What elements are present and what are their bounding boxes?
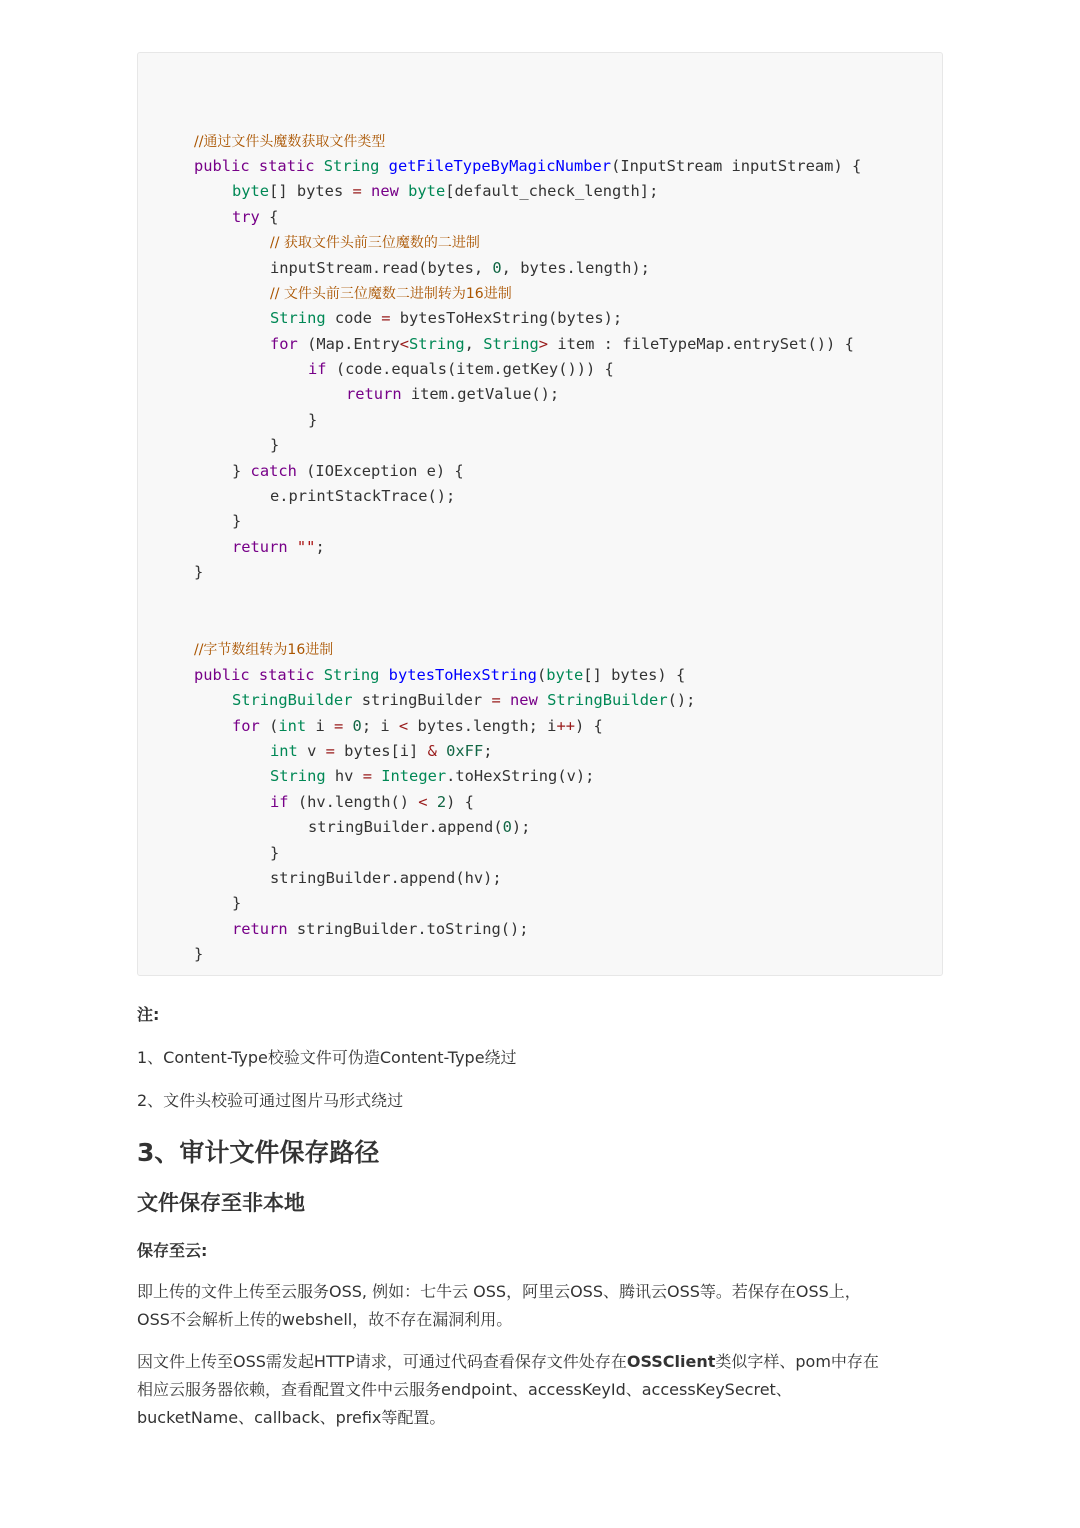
code-text: } — [232, 462, 251, 480]
number: 0 — [492, 259, 502, 277]
code-text: bytesToHexString(bytes); — [390, 309, 623, 327]
code-text: } — [270, 436, 280, 454]
text-run: 类似字样、pom中存在 — [715, 1352, 879, 1371]
operator: < — [399, 335, 410, 353]
keyword: return — [346, 385, 402, 403]
code-line — [232, 509, 241, 533]
type: int — [278, 717, 307, 735]
code-comment — [270, 281, 512, 305]
type: byte — [232, 182, 270, 200]
paragraph-line: OSS不会解析上传的webshell，故不存在漏洞利用。 — [137, 1310, 513, 1329]
code-text: item : fileTypeMap.entrySet()) { — [548, 335, 854, 353]
paragraph — [137, 1278, 943, 1334]
code-text: ( — [536, 666, 547, 684]
code-text: ); — [511, 818, 531, 836]
paragraph-line: bucketName、callback、prefix等配置。 — [137, 1408, 446, 1427]
type: Integer — [381, 767, 447, 785]
code-line — [232, 688, 695, 712]
paragraph-line: 相应云服务器依赖，查看配置文件中云服务endpoint、accessKeyId、accessKeySecret、 — [137, 1380, 792, 1399]
code-text: (InputStream inputStream) { — [611, 157, 862, 175]
code-line — [308, 357, 614, 381]
operator: = — [325, 742, 335, 760]
type: StringBuilder — [547, 691, 668, 709]
comment-text: //通过文件头魔数获取文件类型 — [194, 134, 386, 150]
subsection-heading: 文件保存至非本地 — [137, 1191, 305, 1215]
keyword: if — [270, 793, 289, 811]
section-heading: 3、审计文件保存路径 — [137, 1138, 380, 1167]
code-line — [308, 408, 317, 432]
code-line — [270, 790, 474, 814]
code-text: bytes[i] — [334, 742, 428, 760]
code-text: ; — [315, 538, 325, 556]
operator: < — [398, 717, 409, 735]
code-text: } — [308, 411, 318, 429]
keyword: static — [258, 666, 315, 684]
keyword: catch — [250, 462, 297, 480]
operator: = — [352, 182, 362, 200]
code-text: .toHexString(v); — [446, 767, 595, 785]
code-comment — [194, 637, 333, 661]
code-text: ) { — [575, 717, 603, 735]
code-text: ( — [259, 717, 279, 735]
code-text: ; i — [361, 717, 399, 735]
code-line — [308, 815, 530, 839]
code-line — [270, 306, 622, 330]
type: byte — [408, 182, 446, 200]
code-text: , — [464, 335, 484, 353]
code-line — [194, 560, 203, 584]
keyword: static — [258, 157, 315, 175]
number: 0xFF — [446, 742, 484, 760]
code-line — [194, 154, 861, 178]
code-text: bytes.length; i — [408, 717, 557, 735]
code-text: { — [259, 208, 279, 226]
code-text: } — [194, 945, 204, 963]
keyword: if — [308, 360, 327, 378]
note-item: 2、文件头校验可通过图片马形式绕过 — [137, 1091, 404, 1110]
operator: & — [427, 742, 437, 760]
keyword: return — [232, 538, 288, 556]
code-text: [default_check_length]; — [445, 182, 659, 200]
code-line — [346, 382, 559, 406]
code-line — [232, 891, 241, 915]
code-text: (); — [667, 691, 696, 709]
number: 2 — [436, 793, 447, 811]
code-line — [270, 841, 279, 865]
code-text: } — [194, 563, 204, 581]
code-text: inputStream.read(bytes, — [270, 259, 493, 277]
code-text: stringBuilder.append(hv); — [270, 869, 502, 887]
comment-text: //字节数组转为16进制 — [194, 642, 334, 658]
code-line — [232, 535, 325, 559]
type: String — [323, 666, 380, 684]
operator: = — [381, 309, 391, 327]
paragraph-line: 即上传的文件上传至云服务OSS, 例如：七牛云 OSS，阿里云OSS、腾讯云OSS等。若保存在OSS上， — [137, 1282, 861, 1301]
type: int — [270, 742, 298, 760]
keyword: for — [232, 717, 260, 735]
keyword: try — [232, 208, 260, 226]
code-line — [270, 433, 279, 457]
operator: = — [491, 691, 501, 709]
code-text: item.getValue(); — [401, 385, 560, 403]
function-name: bytesToHexString — [388, 666, 537, 684]
operator: ++ — [556, 717, 575, 735]
code-line — [270, 256, 650, 280]
code-text: stringBuilder.toString(); — [287, 920, 529, 938]
code-line — [270, 739, 493, 763]
code-line — [232, 714, 603, 738]
type: String — [323, 157, 380, 175]
function-name: getFileTypeByMagicNumber — [388, 157, 612, 175]
code-comment — [194, 129, 385, 153]
code-comment — [270, 230, 480, 254]
code-line — [232, 917, 529, 941]
code-text: } — [232, 512, 242, 530]
code-line — [270, 866, 502, 890]
code-text: (hv.length() — [288, 793, 419, 811]
note-label: 注: — [137, 1005, 160, 1024]
text-run: 因文件上传至OSS需发起HTTP请求，可通过代码查看保存文件处存在 — [137, 1352, 627, 1371]
code-text: stringBuilder.append( — [308, 818, 503, 836]
code-text: (Map.Entry — [297, 335, 400, 353]
code-line — [232, 459, 464, 483]
paragraph — [137, 1348, 943, 1432]
code-line — [270, 764, 594, 788]
code-text: } — [270, 844, 280, 862]
keyword: new — [510, 691, 538, 709]
code-text: (IOException e) { — [296, 462, 464, 480]
code-line — [270, 332, 854, 356]
keyword: public — [194, 157, 250, 175]
code-text: [] bytes — [269, 182, 353, 200]
operator: = — [362, 767, 372, 785]
code-text: v — [297, 742, 326, 760]
comment-text: // 文件头前三位魔数二进制转为16进制 — [270, 286, 512, 302]
keyword: for — [270, 335, 298, 353]
code-text: } — [232, 894, 242, 912]
operator: = — [333, 717, 344, 735]
code-text: ) { — [446, 793, 474, 811]
code-text: i — [306, 717, 334, 735]
keyword: new — [371, 182, 399, 200]
type: String — [483, 335, 539, 353]
code-block — [137, 52, 943, 976]
code-line — [270, 484, 455, 508]
type: String — [270, 767, 326, 785]
code-line — [232, 179, 658, 203]
code-text: hv — [325, 767, 363, 785]
operator: > — [538, 335, 549, 353]
type: byte — [546, 666, 584, 684]
code-text: [] bytes) { — [583, 666, 686, 684]
type: String — [270, 309, 326, 327]
code-text: (code.equals(item.getKey())) { — [326, 360, 614, 378]
code-text: stringBuilder — [352, 691, 492, 709]
code-text: , bytes.length); — [501, 259, 650, 277]
keyword: public — [194, 666, 250, 684]
comment-text: // 获取文件头前三位魔数的二进制 — [270, 235, 480, 251]
operator: < — [418, 793, 428, 811]
number: 0 — [502, 818, 512, 836]
code-line — [194, 942, 203, 966]
number: 0 — [352, 717, 362, 735]
code-text: code — [325, 309, 382, 327]
bold-text: OSSClient — [626, 1352, 716, 1371]
code-text: ; — [483, 742, 493, 760]
string: "" — [296, 538, 316, 556]
code-line — [194, 663, 685, 687]
keyword: return — [232, 920, 288, 938]
cloud-label: 保存至云: — [137, 1241, 208, 1260]
note-item: 1、Content-Type校验文件可伪造Content-Type绕过 — [137, 1048, 517, 1067]
paragraph-line — [137, 1348, 943, 1376]
code-text: e.printStackTrace(); — [270, 487, 456, 505]
type: StringBuilder — [232, 691, 353, 709]
type: String — [409, 335, 465, 353]
code-line — [232, 205, 278, 229]
